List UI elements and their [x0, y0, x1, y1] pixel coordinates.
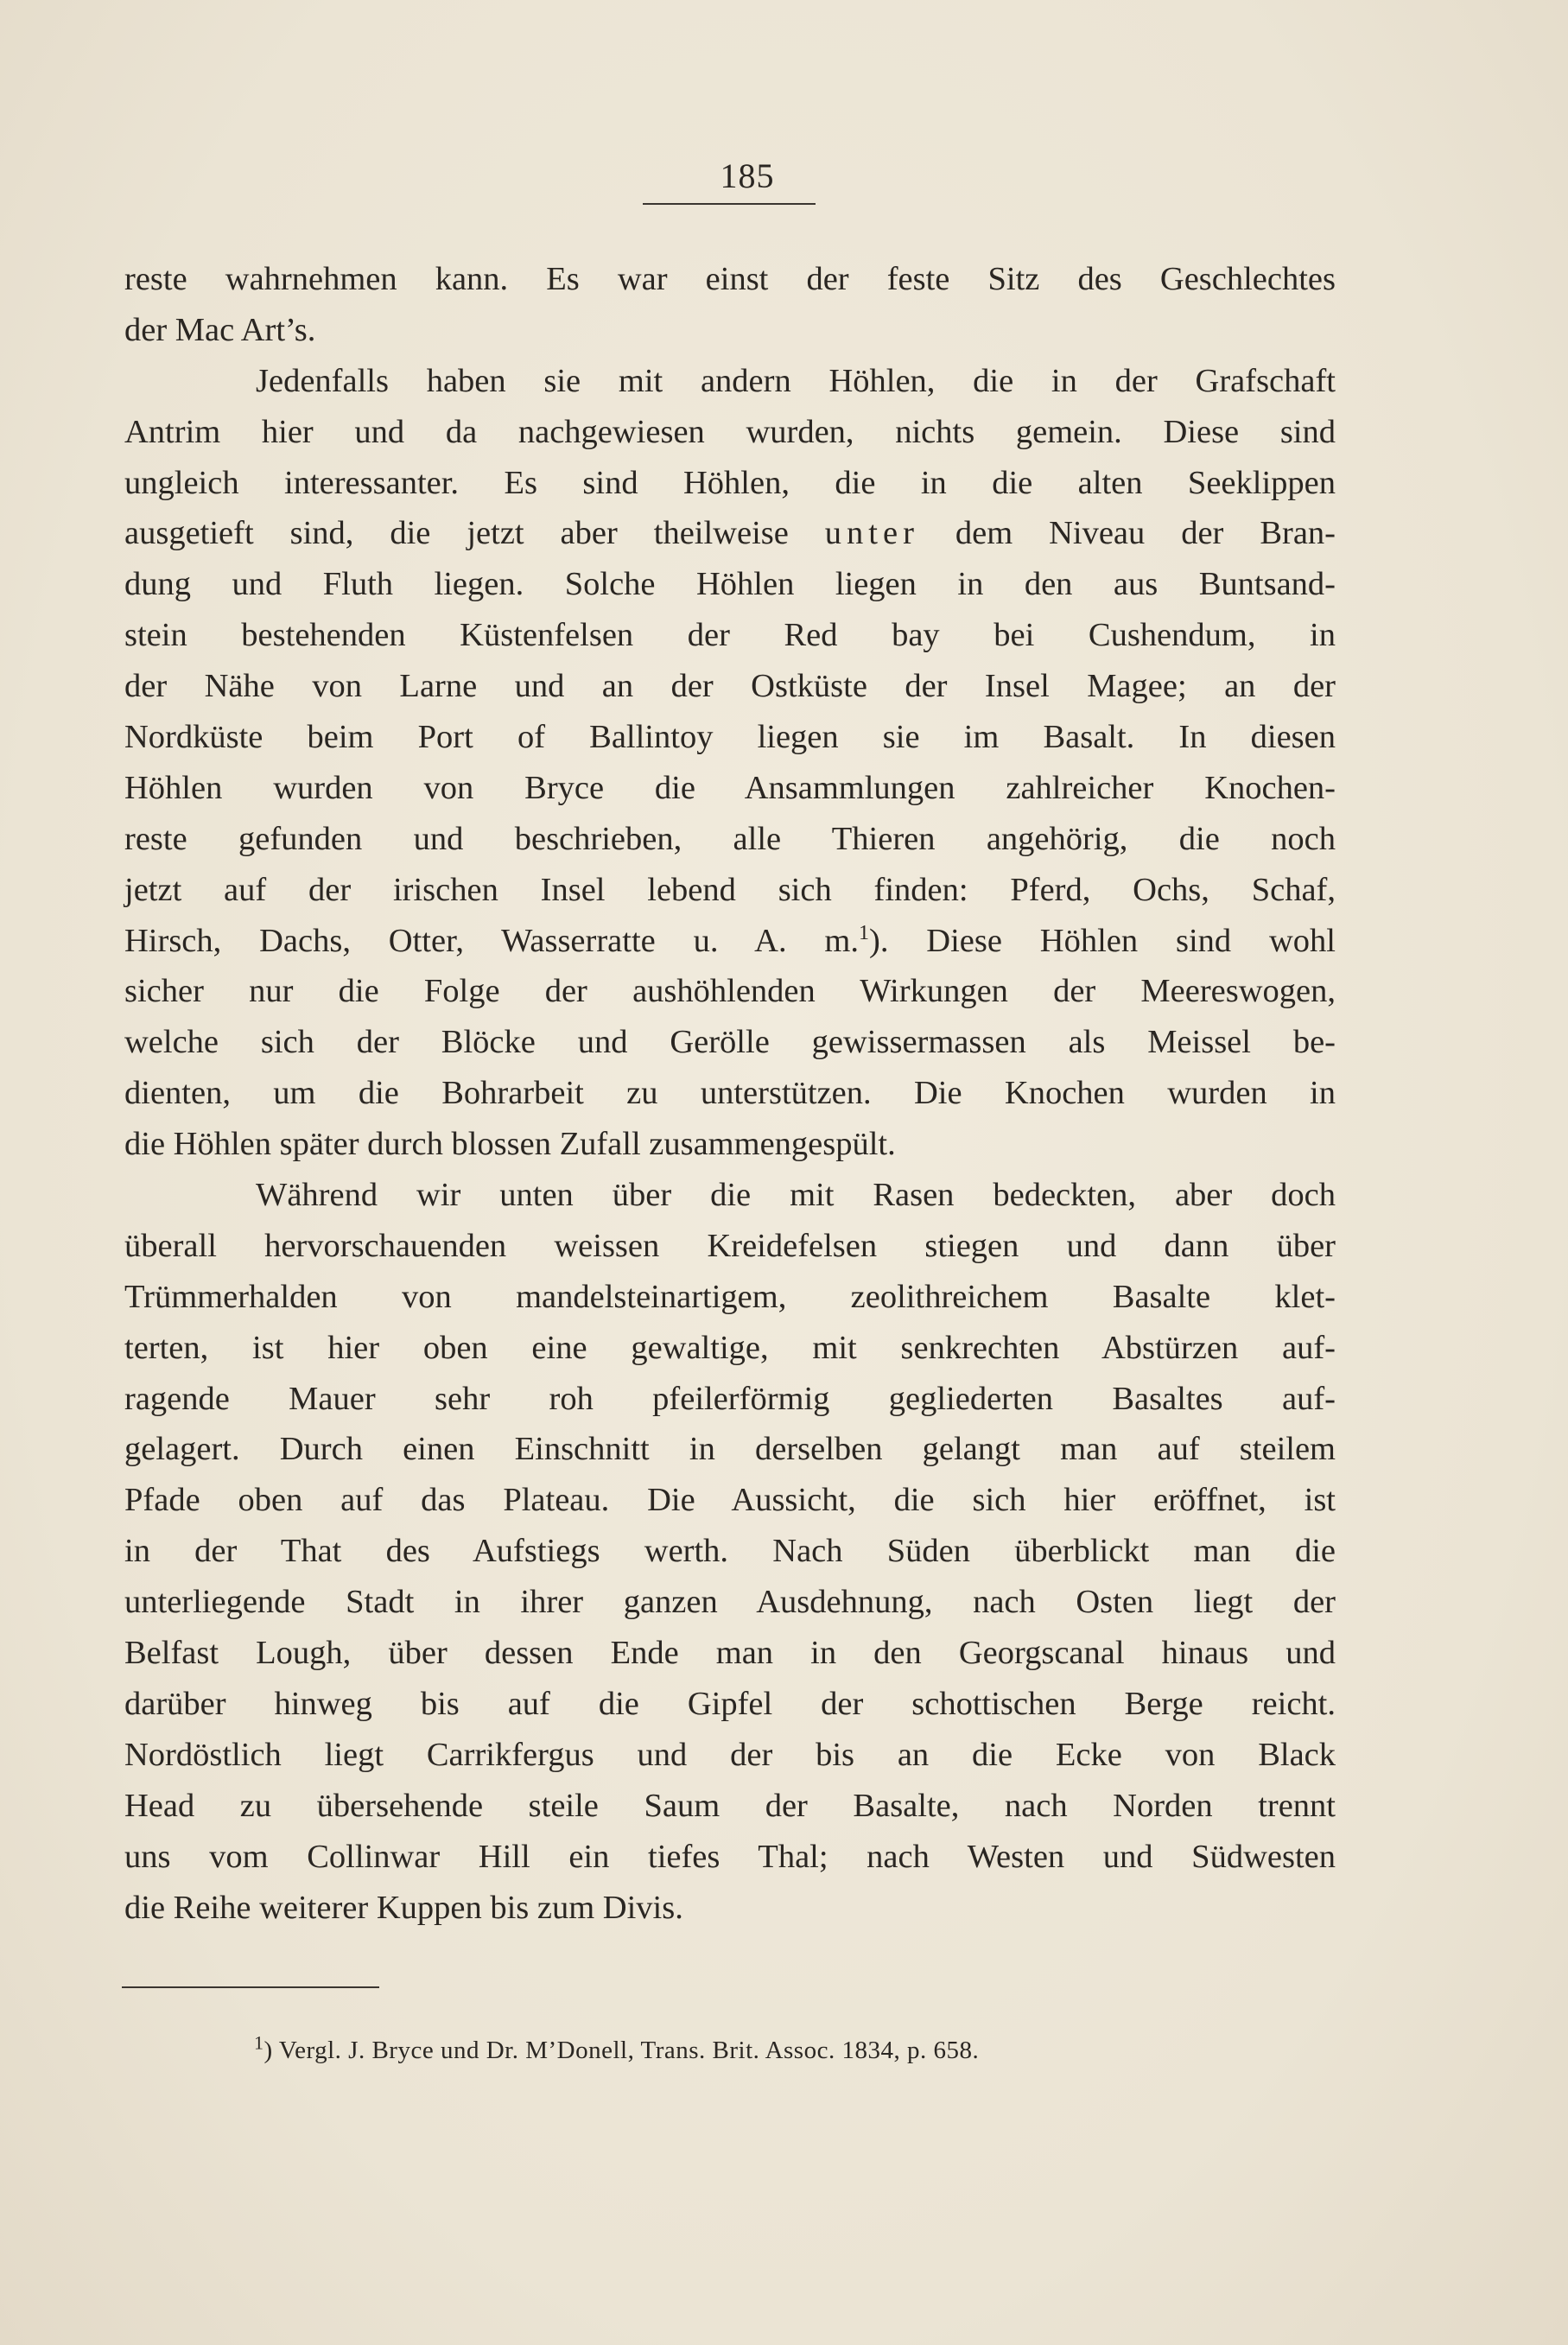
text-line-content: uns vom Collinwar Hill ein tiefes Thal; nach Westen und Südwesten: [124, 1838, 1336, 1875]
text-line: [124, 1526, 1336, 1577]
text-line-content: der Nähe von Larne und an der Ostküste der Insel Magee; an der: [124, 668, 1336, 705]
text-line: [124, 865, 1336, 916]
footnote-text: ) Vergl. J. Bryce und Dr. M’Donell, Trans. Brit. Assoc. 1834, p. 658.: [263, 2037, 980, 2064]
text-line-content: die Reihe weiterer Kuppen bis zum Divis.: [124, 1889, 683, 1926]
text-line: [124, 1781, 1336, 1832]
text-line-content: der Mac Art’s.: [124, 311, 316, 348]
text-line: [124, 1170, 1336, 1221]
text-line: [124, 1374, 1336, 1425]
footnote-rule: [122, 1986, 379, 1988]
text-line: [124, 1475, 1336, 1526]
text-line: [124, 712, 1336, 763]
text-line-content: sicher nur die Folge der aushöhlenden Wirkungen der Meereswogen,: [124, 973, 1336, 1010]
text-line-content: darüber hinweg bis auf die Gipfel der schottischen Berge reicht.: [124, 1685, 1336, 1722]
text-line: [124, 1883, 1336, 1934]
text-line-content: Während wir unten über die mit Rasen bedeckten, aber doch: [256, 1177, 1336, 1214]
text-line: [124, 1119, 1336, 1170]
footnote-marker: 1: [254, 2031, 264, 2054]
text-line: [124, 610, 1336, 661]
text-line: [124, 916, 1336, 967]
text-line: [124, 458, 1336, 509]
page-number: 185: [720, 156, 775, 195]
text-line: [124, 1832, 1336, 1883]
text-line: [124, 407, 1336, 458]
text-line-content: dem Niveau der Bran-: [918, 515, 1336, 552]
text-line-content: Antrim hier und da nachgewiesen wurden, nichts gemein. Diese sind: [124, 413, 1336, 450]
spaced-emphasis: unter: [824, 515, 919, 552]
text-line-content: reste wahrnehmen kann. Es war einst der feste Sitz des Geschlechtes: [124, 261, 1336, 297]
text-line: [124, 763, 1336, 814]
header-rule: [643, 203, 816, 205]
footnote-reference: 1: [859, 921, 869, 944]
text-line-content: ). Diese Höhlen sind wohl: [869, 922, 1336, 959]
footnote: [254, 2031, 980, 2065]
text-line: [124, 305, 1336, 356]
text-line: [124, 814, 1336, 865]
text-line-content: ungleich interessanter. Es sind Höhlen, die in die alten Seeklippen: [124, 464, 1336, 501]
text-line: [124, 1272, 1336, 1323]
text-line-content: Höhlen wurden von Bryce die Ansammlungen zahlreicher Knochen-: [124, 769, 1336, 806]
text-line-content: unterliegende Stadt in ihrer ganzen Ausdehnung, nach Osten liegt der: [124, 1584, 1336, 1621]
text-line-content: terten, ist hier oben eine gewaltige, mit senkrechten Abstürzen auf-: [124, 1329, 1336, 1366]
text-line: [124, 559, 1336, 610]
text-line: [124, 1323, 1336, 1374]
text-line: [124, 966, 1336, 1017]
text-line-content: Belfast Lough, über dessen Ende man in den Georgscanal hinaus und: [124, 1635, 1336, 1672]
text-line: [124, 1424, 1336, 1475]
text-line-content: Nordküste beim Port of Ballintoy liegen sie im Basalt. In diesen: [124, 719, 1336, 756]
text-line: [124, 508, 1336, 559]
text-line-content: dienten, um die Bohrarbeit zu unterstützen. Die Knochen wurden in: [124, 1075, 1336, 1112]
text-line-content: die Höhlen später durch blossen Zufall zusammengespült.: [124, 1126, 896, 1163]
text-line: [124, 1068, 1336, 1119]
text-line-content: Head zu übersehende steile Saum der Basalte, nach Norden trennt: [124, 1787, 1336, 1824]
text-line-content: gelagert. Durch einen Einschnitt in derselben gelangt man auf steilem: [124, 1431, 1336, 1468]
text-line-content: ragende Mauer sehr roh pfeilerförmig gegliederten Basaltes auf-: [124, 1380, 1336, 1417]
text-line-content: stein bestehenden Küstenfelsen der Red bay bei Cushendum, in: [124, 617, 1336, 654]
text-line: [124, 1679, 1336, 1730]
text-line: [124, 1221, 1336, 1272]
text-line-content: Trümmerhalden von mandelsteinartigem, zeolithreichem Basalte klet-: [124, 1278, 1336, 1315]
text-line-content: Pfade oben auf das Plateau. Die Aussicht, die sich hier eröffnet, ist: [124, 1482, 1336, 1519]
text-line-content: welche sich der Blöcke und Gerölle gewissermassen als Meissel be-: [124, 1024, 1336, 1061]
text-line-content: in der That des Aufstiegs werth. Nach Süden überblickt man die: [124, 1533, 1336, 1570]
text-line-content: ausgetieft sind, die jetzt aber theilweise: [124, 515, 825, 552]
text-line: [124, 254, 1336, 305]
text-line-content: Jedenfalls haben sie mit andern Höhlen, die in der Grafschaft: [256, 362, 1336, 399]
body-text: [124, 254, 1336, 1933]
text-line: [124, 356, 1336, 407]
text-line-content: überall hervorschauenden weissen Kreidefelsen stiegen und dann über: [124, 1227, 1336, 1264]
text-line-content: dung und Fluth liegen. Solche Höhlen liegen in den aus Buntsand-: [124, 566, 1336, 603]
text-line-content: reste gefunden und beschrieben, alle Thieren angehörig, die noch: [124, 820, 1336, 857]
text-line-content: Hirsch, Dachs, Otter, Wasserratte u. A. m.: [124, 922, 859, 959]
text-line: [124, 1017, 1336, 1068]
text-line: [124, 1577, 1336, 1628]
text-line: [124, 661, 1336, 712]
text-line-content: Nordöstlich liegt Carrikfergus und der bis an die Ecke von Black: [124, 1736, 1336, 1773]
text-line: [124, 1628, 1336, 1679]
text-line-content: jetzt auf der irischen Insel lebend sich finden: Pferd, Ochs, Schaf,: [124, 871, 1336, 908]
text-line: [124, 1730, 1336, 1781]
